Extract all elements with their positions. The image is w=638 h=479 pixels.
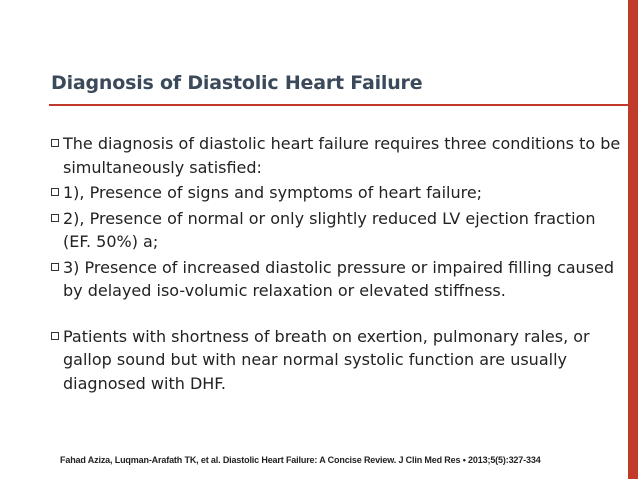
bullet-text: The diagnosis of diastolic heart failure requires three conditions to be simultaneously satisfied: <box>63 134 621 177</box>
citation: Fahad Aziza, Luqman-Arafath TK, et al. Diastolic Heart Failure: A Concise Review. J Clin Med Res • 2013;5(5):327-334 <box>60 455 541 465</box>
checkbox-bullet-icon <box>51 263 59 271</box>
bullet-text: Patients with shortness of breath on exertion, pulmonary rales, or gallop sound but with near normal systolic function are usually diagnosed with DHF. <box>63 326 590 393</box>
bullet-item-condition-3 <box>51 256 621 303</box>
accent-bar <box>628 0 638 479</box>
bullet-list <box>51 132 621 397</box>
title-underline <box>49 104 628 106</box>
checkbox-bullet-icon <box>51 332 59 340</box>
checkbox-bullet-icon <box>51 188 59 196</box>
slide-title: Diagnosis of Diastolic Heart Failure <box>51 72 423 94</box>
checkbox-bullet-icon <box>51 214 59 222</box>
bullet-item-patients <box>51 325 621 396</box>
bullet-text: 3) Presence of increased diastolic pressure or impaired filling caused by delayed iso-volumic relaxation or elevated stiffness. <box>63 257 615 300</box>
bullet-item-condition-2 <box>51 207 621 254</box>
bullet-text: 2), Presence of normal or only slightly reduced LV ejection fraction (EF. 50%) a; <box>63 208 596 251</box>
bullet-item-condition-1 <box>51 181 621 205</box>
bullet-item-diagnosis-requirements <box>51 132 621 179</box>
bullet-text: 1), Presence of signs and symptoms of heart failure; <box>63 183 483 202</box>
checkbox-bullet-icon <box>51 139 59 147</box>
